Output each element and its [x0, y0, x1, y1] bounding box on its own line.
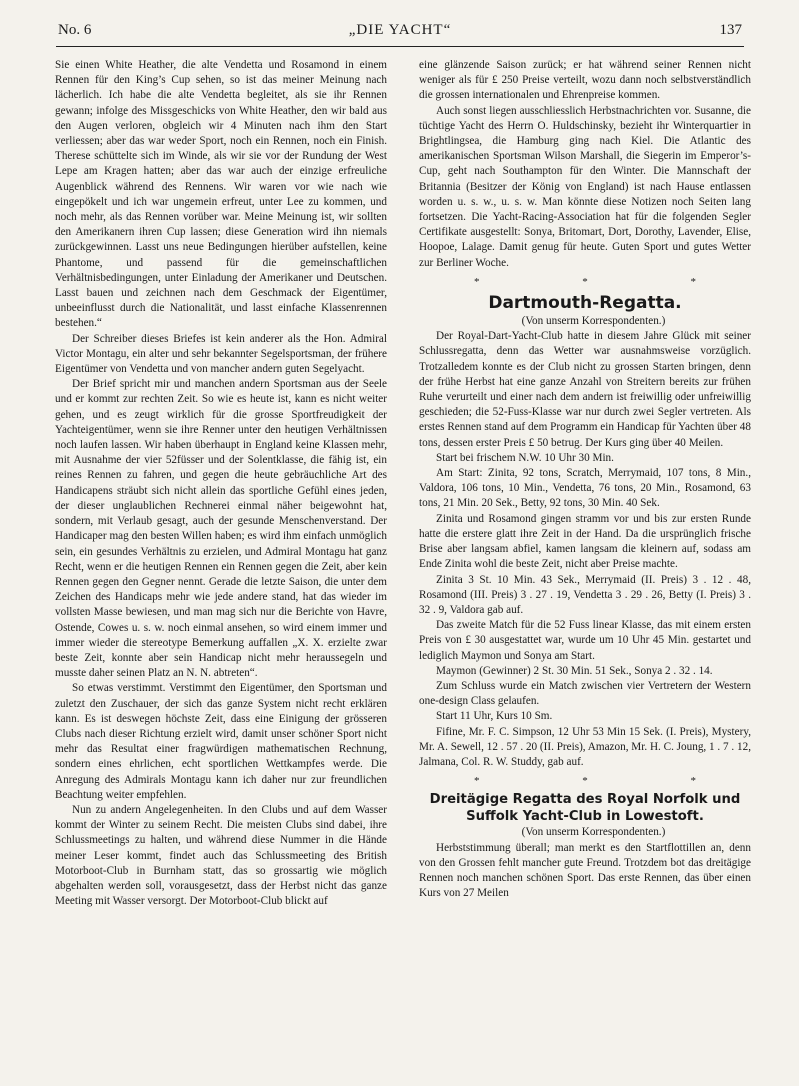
left-column: [55, 58, 387, 909]
dartmouth-subtitle: (Von unserm Korrespondenten.): [521, 315, 666, 328]
paragraph: Sie einen White Heather, die alte Vendetta und Rosamond in einem Rennen für den King’s Cup sehen, so ist das meiner Meinung nach lächerlich. Ich habe die alte Vendetta begleitet, als sie ihr Rennen gewann; infolge des Missgeschicks von White Heather, den wir bald aus den Augen verloren, obgleich wir 4 Minuten nach ihm den Start verliessen; aber das war weder Sport, noch ein Rennen, noch ein Finish. Therese schüttelte sich im Winde, als wir sie vor der Rundung der West Lepe am Kragen hatten; aber das war auch der einzige erfreuliche Augenblick während des Rennens. Wir waren vor wie nach wie eingepökelt und ich war ungemein erfreut, unter Lee zu kommen, und noch mehr, als das Rennen vorüber war. Meine Meinung ist, wir sollten den Amerikanern ihren Cup lassen; diese Generation wird ihn niemals zurückgewinnen. Lasst uns neue Bedingungen hierüber aufstellen, keine Phantome, und passend für die gemeinschaftlichen Verhältnisbedingungen, unter Einladung der Amerikaner und Deutschen. Lasst bauen und zeichnen nach dem Geschmack der Eigentümer, unbeeinflusst durch die Nationalität, und lasst einfache Klassenrennen bestehen.“: [55, 59, 387, 330]
paragraph: Nun zu andern Angelegenheiten. In den Clubs und auf dem Wasser kommt der Winter zu seinem Recht. Die meisten Clubs sind dabei, ihre Schlussmeetings zu halten, und während diese Nummer in die Hände meiner Leser kommt, findet auch das Schlussmeeting des British Motorboot-Club in Burnham statt, das so grossartig wie möglich abgehalten werden soll, vorausgesetzt, dass der Herbst nicht das ganze Meeting mit Wasser versorgt. Der Motorboot-Club blickt auf: [55, 803, 387, 908]
paragraph: eine glänzende Saison zurück; er hat während seiner Rennen nicht weniger als für £ 250 Preise verteilt, wozu dann noch selbstverständlich die grossen internationalen und Ehrenpreise kommen.: [419, 59, 751, 102]
paragraph: Zinita und Rosamond gingen stramm vor und bis zur ersten Runde hatte die erstere glatt ihre Zeit in der Hand. Da die ursprünglich frische Brise aber langsam abfiel, kamen langsam die kleinern auf, sodass am Ende Zinita wohl die beste Zeit, nicht aber Preise machte.: [419, 512, 751, 571]
journal-title: „DIE YACHT“: [348, 22, 452, 38]
paragraph: Das zweite Match für die 52 Fuss linear Klasse, das mit einem ersten Preis von £ 30 ausgestattet war, wurde um 10 Uhr 45 Min. gestartet und lediglich Maymon und Sonya am Start.: [419, 619, 751, 662]
paragraph: Der Brief spricht mir und manchen andern Sportsman aus der Seele und er kommt zur rechten Zeit. So wie es heute ist, kann es nicht weiter gehen, und es zeugt wirklich für die grosse Sportfreudigkeit der Yachteigentümer, wenn sie ihre Renner unter den heutigen Verhältnissen noch laufen lassen. Wir haben überhaupt in England keine Klassen mehr, mit Ausnahme der vier 52füsser und der Solentklasse, die fähig ist, ein reines Rennen zu fahren, und gegen die heute gebräuchliche Art des Handicapens sträubt sich nicht allein das sportliche Gefühl eines jeden, der dieser unglaublichen Rechnerei einmal näher beigewohnt hat, sondern, mit Verlaub gesagt, auch der gesunde Menschenverstand. Der Handicaper mag den besten Willen haben; es wird ihm einfach unmöglich sein, ein gesundes Verhältnis zu erzielen, und Admiral Montagu hat ganz Recht, wenn er die heutigen Rennen ein Rennen gegen die Zeit, aber kein Rennen gegen den Gegner nennt. Gerade die letzte Saison, die unter dem Zeichen des Handicaps mehr wie jede andere stand, hat das wieder im vollsten Masse bewiesen, und man mag sich nur die Berichte von Havre, Ostende, Cowes u. s. w. noch einmal ansehen, so wird einem immer und immer wieder die stereotype Bemerkung auffallen „X. X. erzielte zwar beste Zeit, konnte aber sein Handicap nicht mehr heraussegeln und musste daher seinen Platz an N. N. abtreten“.: [55, 378, 387, 680]
paragraph: Der Schreiber dieses Briefes ist kein anderer als the Hon. Admiral Victor Montagu, ein alter und sehr bekannter Segelsportsman, der frühere Eigentümer von Vendetta und von mancher andern guten Segelyacht.: [55, 332, 387, 376]
paragraph: Auch sonst liegen ausschliesslich Herbstnachrichten vor. Susanne, die tüchtige Yacht des Herrn O. Huldschinsky, bezieht ihr Winterquartier in Brightlingsea, die Hamburg ging nach Kiel. Die Atlantic des amerikanischen Sportsman Wilson Marshall, die Siegerin im Emperor’s-Cup, geht nach Southampton für den Winter. Die Mannschaft der Britannia (Besitzer der König von England) ist nach Hause entlassen worden u. s. w., u. s. w. Man könnte diese Notizen noch Seiten lang fortsetzen. Die Yacht-Racing-Association hat für die folgenden Segler Certifikate ausgestellt: Sonya, Britomart, Dort, Dorothy, Lavender, Elise, Hoopoe, Lalage. Damit genug für heute. Guten Sport und gutes Wetter zur Berliner Woche.: [419, 104, 751, 269]
right-column: [419, 58, 751, 901]
paragraph: Zinita 3 St. 10 Min. 43 Sek., Merrymaid (II. Preis) 3 . 12 . 48, Rosamond (III. Preis) 3 . 27 . 19, Vendetta 3 . 29 . 26, Betty (I. Preis) 3 . 32 . 9, Valdora gab auf.: [419, 573, 751, 616]
paragraph: Fifine, Mr. F. C. Simpson, 12 Uhr 53 Min 15 Sek. (I. Preis), Mystery, Mr. A. Sewell, 12 . 57 . 20 (II. Preis), Amazon, Mr. H. C. Joung, 1 . 7 . 12, Jalmana, Col. R. W. Studdy, gab auf.: [419, 725, 751, 768]
issue-number: No. 6: [58, 22, 92, 38]
paragraph: Start bei frischem N.W. 10 Uhr 30 Min.: [436, 451, 614, 464]
paragraph: Herbststimmung überall; man merkt es den Startflottillen an, denn von den Grossen fehlt mancher gute Freund. Trotzdem bot das dreitägige Rennen noch manchen schönen Sport. Das erste Rennen, das über einen Kurs von 27 Meilen: [419, 841, 751, 900]
norfolk-title-line2: Suffolk Yacht-Club in Lowestoft.: [466, 809, 704, 825]
paragraph: Start 11 Uhr, Kurs 10 Sm.: [436, 710, 553, 723]
page-number: 137: [719, 22, 742, 38]
page-header: [56, 18, 744, 47]
paragraph: So etwas verstimmt. Verstimmt den Eigentümer, den Sportsman und zuletzt den Zuschauer, der sich das ganze System nicht recht erklären kann. Es ist deswegen höchste Zeit, dass eine Einigung der grösseren Clubs nach dieser Richtung erzielt wird, damit unser schöner Sport nicht mehr das Resultat einer fragwürdigen mathematischen Rechnung, sondern eines ehrlichen, echt sportlichen Wettkampfes werde. Die Anregung des Admirals Montagu kann ich daher nur zur freundlichen Beachtung weiter empfehlen.: [55, 682, 387, 801]
norfolk-title-line1: Dreitägige Regatta des Royal Norfolk und: [429, 792, 741, 808]
paragraph: Maymon (Gewinner) 2 St. 30 Min. 51 Sek., Sonya 2 . 32 . 14.: [436, 664, 713, 677]
section-separator: * * *: [474, 275, 746, 288]
paragraph: Zum Schluss wurde ein Match zwischen vier Vertretern der Western one-design Class gelaufen.: [419, 679, 751, 708]
paragraph: Am Start: Zinita, 92 tons, Scratch, Merrymaid, 107 tons, 8 Min., Valdora, 106 tons, 10 Min., Vendetta, 76 tons, 20 Min., Rosamond, 63 tons, 21 Min. 20 Sek., Betty, 92 tons, 30 Min. 40 Sek.: [419, 467, 751, 510]
dartmouth-title: Dartmouth-Regatta.: [488, 293, 682, 314]
section-separator: * * *: [474, 775, 746, 788]
paragraph: Der Royal-Dart-Yacht-Club hatte in diesem Jahre Glück mit seiner Schlussregatta, denn das Wetter war ausnahmsweise vorzüglich. Trotzalledem konnte es der Club nicht zu grossen Starten bringen, denn der frühe Herbst hat eine ganze Anzahl von Streitern bereits zur frühen Ruhe verurteilt und einer nach dem andern ist freiwillig oder unfreiwillig geschieden; die 52-Fuss-Klasse war nur durch zwei Segler vertreten. Als erstes Rennen stand auf dem Programm ein Handicap für Yachten über 48 tons, dessen erster Preis £ 50 betrug. Der Kurs ging über 40 Meilen.: [419, 330, 751, 449]
norfolk-subtitle: (Von unserm Korrespondenten.): [521, 826, 666, 839]
